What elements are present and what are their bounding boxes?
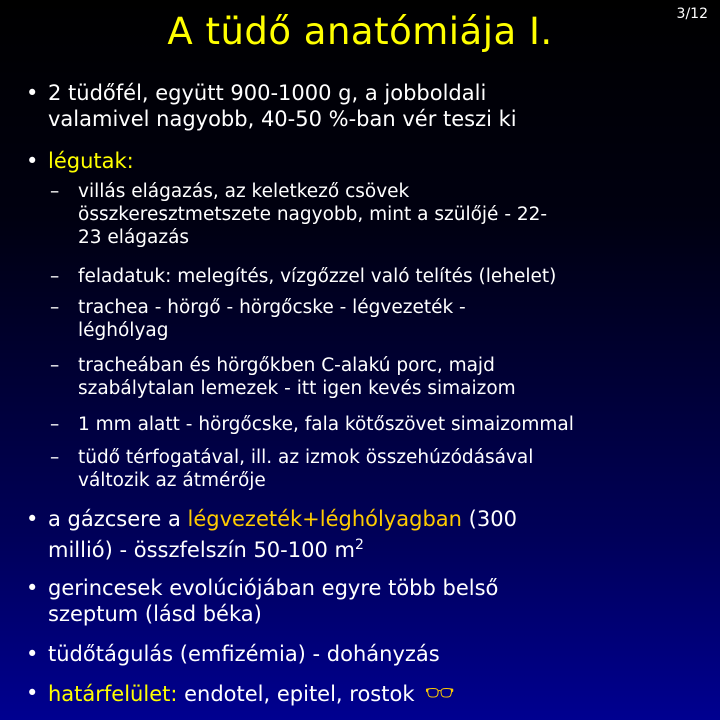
sub-dash: – [50, 447, 60, 468]
glasses-icon: 👓︎ [424, 679, 455, 707]
gas-line2: millió) - összfelszín 50-100 m [48, 538, 355, 562]
bullet-lungs-line1: 2 tüdőfél, együtt 900-1000 g, a jobboldali [48, 81, 487, 105]
bullet-emphysema [26, 641, 440, 667]
evo-line2: szeptum (lásd béka) [48, 602, 262, 626]
gas-highlight: légvezeték+léghólyagban [187, 507, 462, 531]
sub-item [50, 180, 548, 249]
bullet-airways [26, 148, 134, 174]
interface-rest: endotel, epitel, rostok [177, 682, 415, 706]
bullet-dot: • [26, 681, 39, 705]
bullet-lungs [26, 80, 517, 132]
sub-item-line: szabálytalan lemezek - itt igen kevés simaizom [78, 378, 516, 399]
sub-item-line: trachea - hörgő - hörgőcske - légvezeték - [78, 297, 466, 318]
sub-item [50, 354, 516, 400]
interface-label: határfelület: [48, 682, 178, 706]
bullet-lungs-line2: valamivel nagyobb, 40-50 %-ban vér teszi ki [48, 107, 517, 131]
sub-item-line: összkeresztmetszete nagyobb, mint a szülőjé - 22- [78, 204, 548, 225]
sub-item-line: 23 elágazás [78, 227, 190, 248]
gas-sup: 2 [354, 537, 364, 553]
sub-item [50, 413, 574, 436]
sub-dash: – [50, 181, 60, 202]
sub-dash: – [50, 266, 60, 287]
sub-dash: – [50, 355, 60, 376]
bullet-dot: • [26, 642, 39, 666]
sub-item [50, 446, 534, 492]
sub-item-line: tracheában és hörgőkben C-alakú porc, majd [78, 355, 495, 376]
sub-item-line: változik az átmérője [78, 470, 266, 491]
page-title: A tüdő anatómiája I. [167, 10, 553, 53]
bullet-dot: • [26, 507, 39, 531]
gas-prefix: a gázcsere a [48, 507, 188, 531]
sub-dash: – [50, 297, 60, 318]
bullet-airways-label: légutak: [48, 149, 134, 173]
sub-item-line: 1 mm alatt - hörgőcske, fala kötőszövet simaizommal [78, 414, 574, 435]
bullet-dot: • [26, 81, 39, 105]
bullet-dot: • [26, 576, 39, 600]
sub-item [50, 265, 557, 288]
sub-item-line: feladatuk: melegítés, vízgőzzel való telítés (lehelet) [78, 266, 557, 287]
emf-line1: tüdőtágulás (emfizémia) - dohányzás [48, 642, 440, 666]
sub-item-line: léghólyag [78, 320, 169, 341]
sub-item [50, 296, 466, 342]
sub-item-line: tüdő térfogatával, ill. az izmok összehúzódásával [78, 447, 534, 468]
sub-dash: – [50, 414, 60, 435]
bullet-evolution [26, 575, 499, 627]
page-number: 3/12 [676, 6, 708, 22]
gas-suffix: (300 [461, 507, 517, 531]
sub-item-line: villás elágazás, az keletkező csövek [78, 181, 410, 202]
bullet-dot: • [26, 149, 39, 173]
bullet-interface [26, 679, 455, 707]
evo-line1: gerincesek evolúciójában egyre több belső [48, 576, 499, 600]
bullet-gas-exchange [26, 506, 517, 563]
